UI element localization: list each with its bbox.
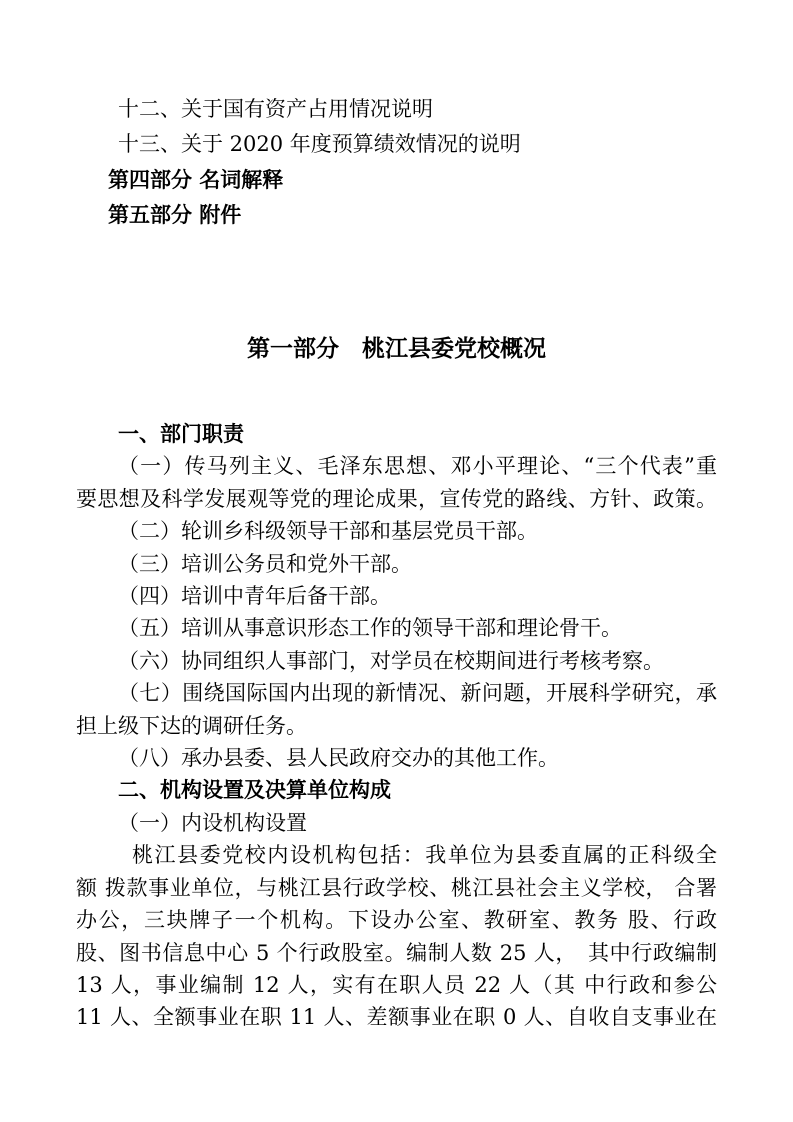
- document-line: （一）内设机构设置: [118, 810, 307, 835]
- document-line: 办公，三块牌子一个机构。下设办公室、教研室、教务 股、行政: [76, 908, 717, 933]
- document-line: （八）承办县委、县人民政府交办的其他工作。: [118, 746, 559, 771]
- document-line: （三）培训公务员和党外干部。: [118, 551, 412, 576]
- document-line: （四）培训中青年后备干部。: [118, 584, 391, 609]
- document-line: 桃江县委党校内设机构包括：我单位为县委直属的正科级全: [132, 843, 717, 868]
- toc-line: 第五部分 附件: [108, 202, 242, 227]
- section-title: 第一部分 桃江县委党校概况: [247, 335, 546, 362]
- toc-line: 第四部分 名词解释: [108, 167, 284, 192]
- toc-line: 十三、关于 2020 年度预算绩效情况的说明: [118, 132, 521, 156]
- document-line: 一、部门职责: [118, 421, 244, 446]
- document-line: 额 拨款事业单位，与桃江县行政学校、桃江县社会主义学校， 合署: [76, 875, 717, 900]
- document-line: （六）协同组织人事部门，对学员在校期间进行考核考察。: [118, 648, 664, 673]
- document-line: （五）培训从事意识形态工作的领导干部和理论骨干。: [118, 616, 622, 641]
- document-line: 要思想及科学发展观等党的理论成果，宣传党的路线、方针、政策。: [76, 486, 717, 511]
- document-line: 二、机构设置及决算单位构成: [118, 777, 391, 803]
- document-line: （七）围绕国际国内出现的新情况、新问题，开展科学研究，承: [118, 681, 717, 706]
- document-line: 股、图书信息中心 5 个行政股室。编制人数 25 人， 其中行政编制: [76, 940, 717, 965]
- document-line: 11 人、全额事业在职 11 人、差额事业在职 0 人、自收自支事业在: [76, 1005, 717, 1030]
- document-line: （二）轮训乡科级领导干部和基层党员干部。: [118, 519, 538, 544]
- document-line: 担上级下达的调研任务。: [76, 713, 307, 738]
- table-of-contents: [76, 92, 717, 232]
- document-content: [76, 0, 717, 1034]
- document-line: （一）传马列主义、毛泽东思想、邓小平理论、“三个代表”重: [118, 454, 717, 479]
- document-body: [76, 418, 717, 1034]
- toc-line: 十二、关于国有资产占用情况说明: [118, 97, 433, 121]
- document-line: 13 人，事业编制 12 人，实有在职人员 22 人（其 中行政和参公: [76, 972, 717, 997]
